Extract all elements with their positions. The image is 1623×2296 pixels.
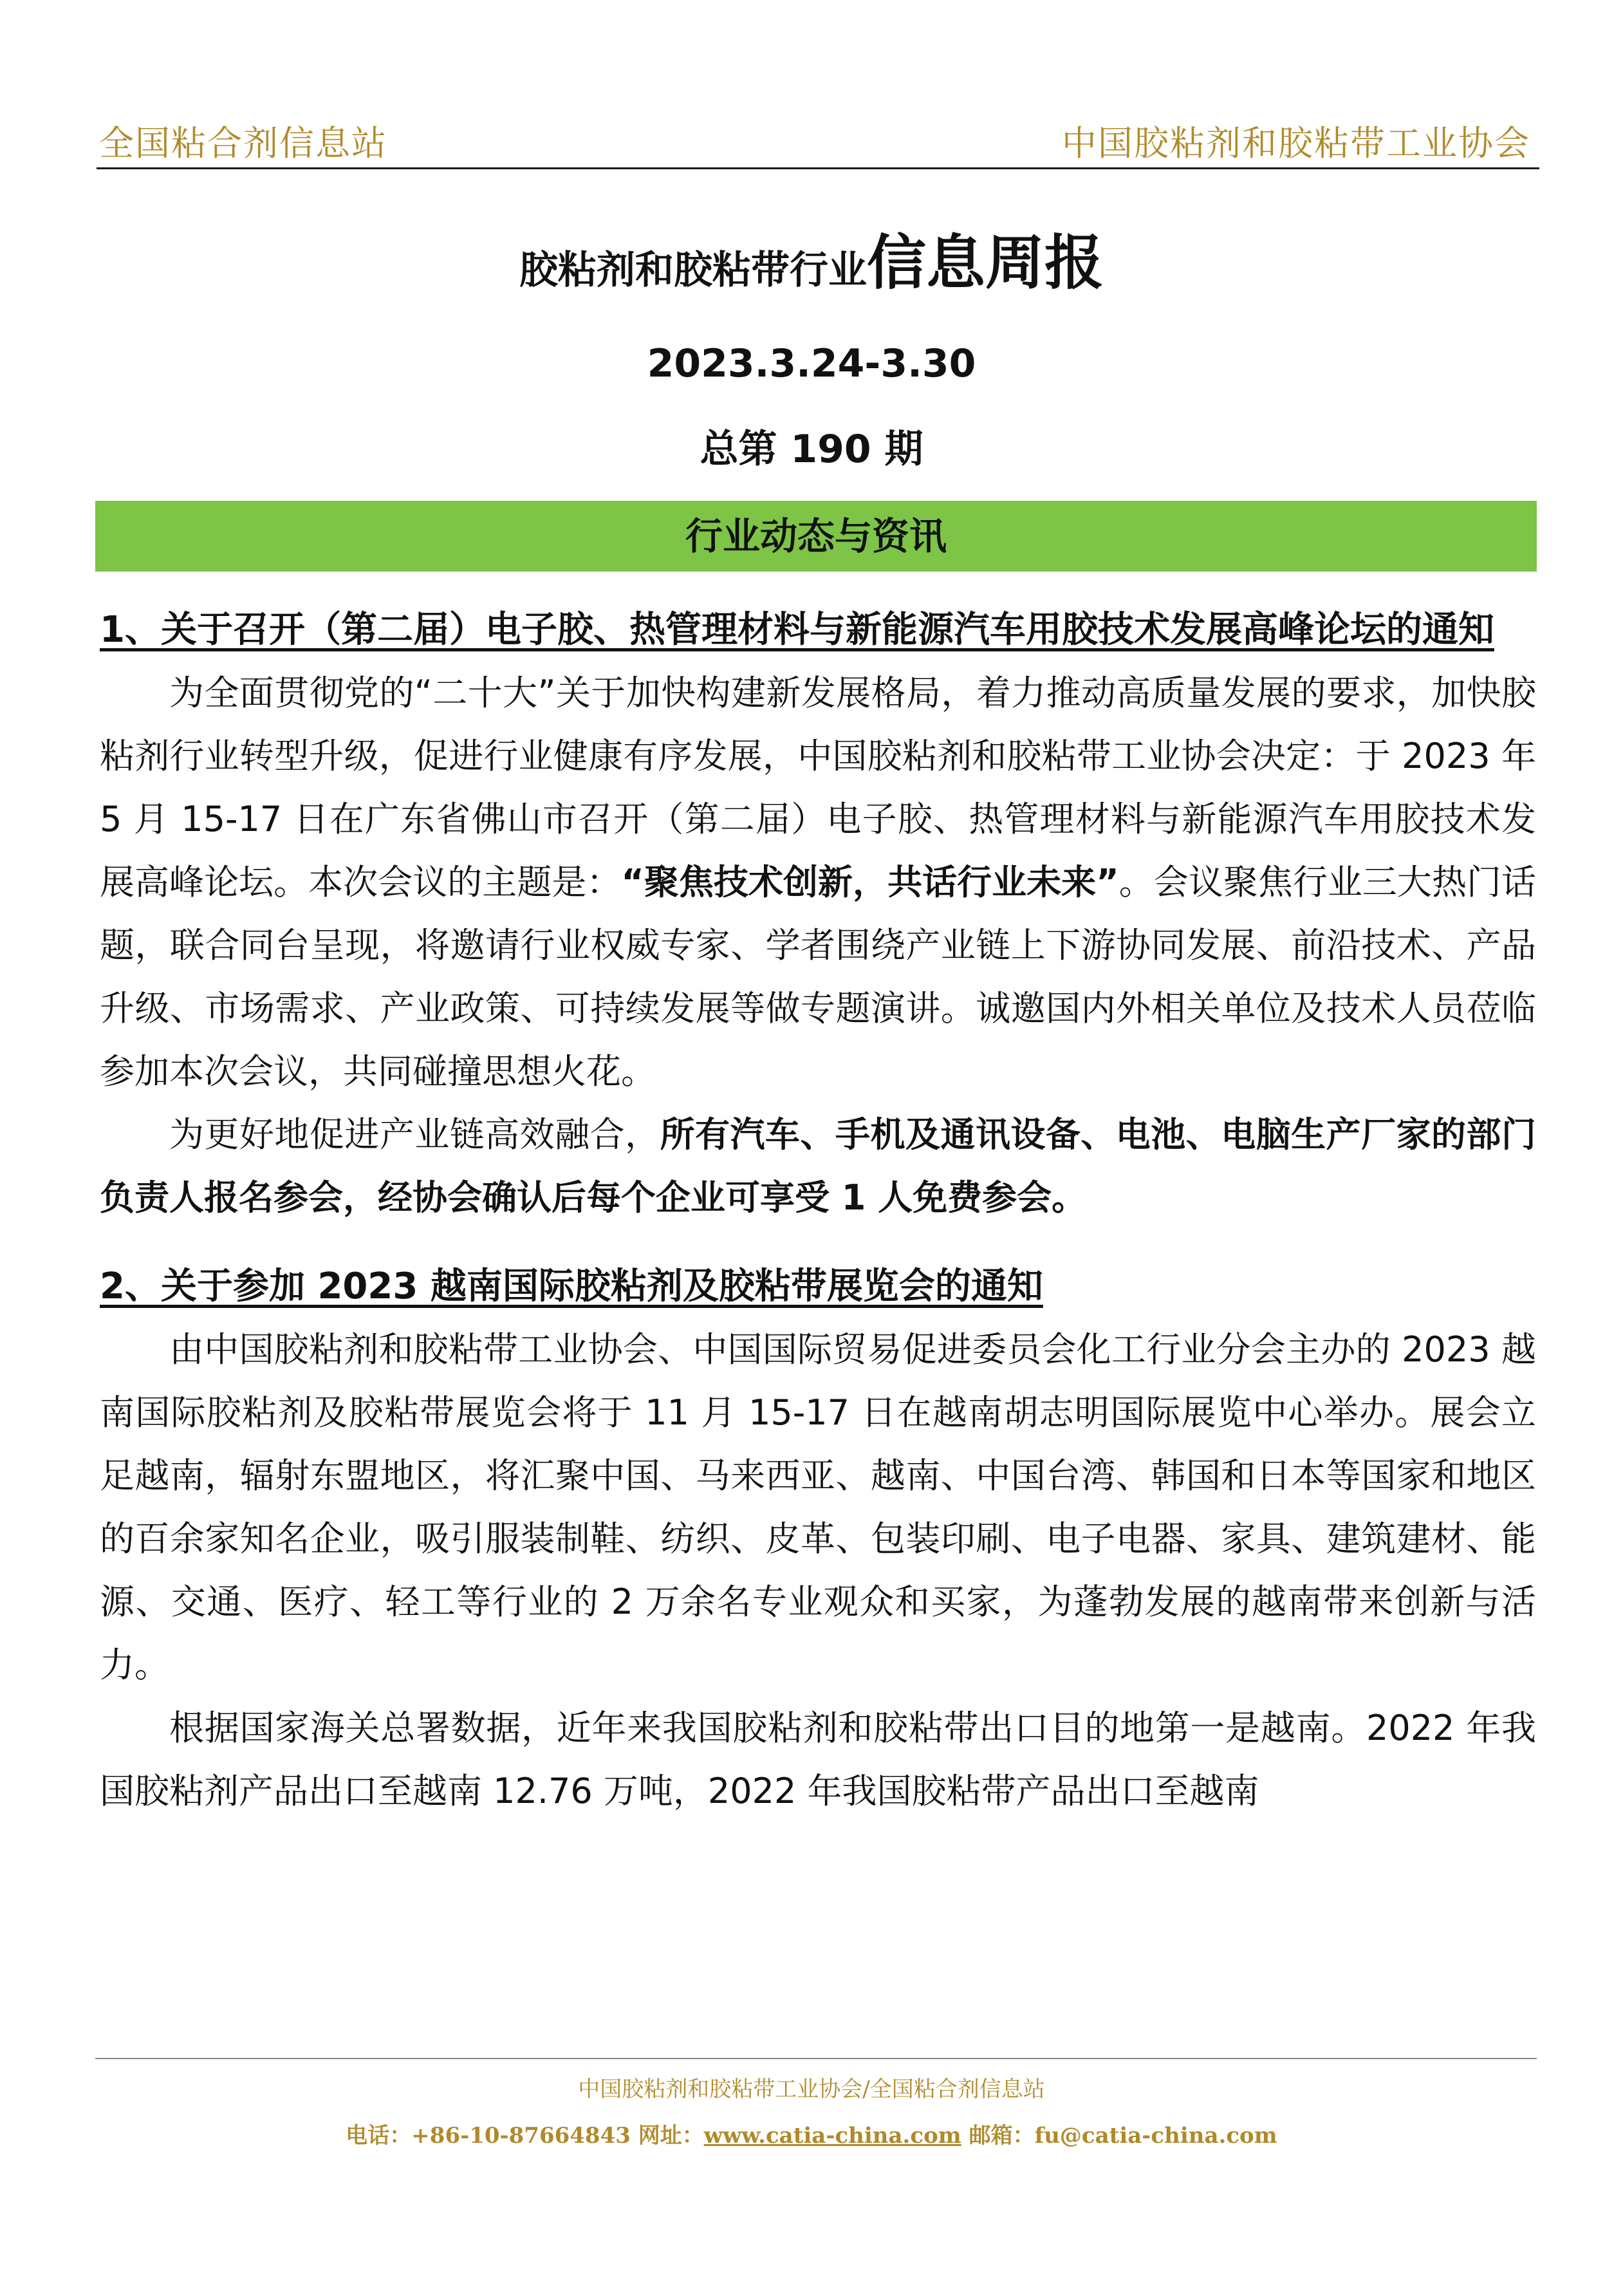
article2-heading[interactable]: 2、关于参加 2023 越南国际胶粘剂及胶粘带展览会的通知 (100, 1265, 1043, 1307)
footer-phone: 电话：+86-10-87664843 网址： (346, 2123, 704, 2149)
section-band: 行业动态与资讯 (95, 501, 1537, 572)
footer-org: 中国胶粘剂和胶粘带工业协会/全国粘合剂信息站 (578, 2077, 1045, 2102)
header-right-text: 中国胶粘剂和胶粘带工业协会 (1062, 123, 1530, 163)
date-range: 2023.3.24-3.30 (647, 341, 976, 386)
footer-email: 邮箱：fu@catia-china.com (961, 2123, 1277, 2149)
article1-heading[interactable]: 1、关于召开（第二届）电子胶、热管理材料与新能源汽车用胶技术发展高峰论坛的通知 (100, 609, 1494, 651)
free-offer-bold: 所有汽车、手机及通讯设备、电池、电脑生产厂家的部门负责人报名参会，经协会确认后每个企业可享受 1 人免费参会。 (100, 1114, 1537, 1218)
footer-contact (0, 2118, 1623, 2149)
issue-number: 总第 190 期 (700, 427, 923, 472)
footer-website-link[interactable]: www.catia-china.com (703, 2123, 961, 2149)
title-prefix: 胶粘剂和胶粘带行业 (519, 248, 867, 293)
theme-bold: “聚焦技术创新，共话行业未来” (621, 862, 1119, 902)
title-main: 信息周报 (866, 229, 1104, 297)
article1-paragraph-2: 为更好地促进产业链高效融合，所有汽车、手机及通讯设备、电池、电脑生产厂家的部门负责人报名参会，经协会确认后每个企业可享受 1 人免费参会。 (100, 1114, 1537, 1218)
footer-divider (95, 2058, 1537, 2059)
header-left-text: 全国粘合剂信息站 (99, 123, 387, 163)
running-header (97, 115, 1539, 169)
article-body (100, 599, 1536, 1823)
article2-paragraph-1: 由中国胶粘剂和胶粘带工业协会、中国国际贸易促进委员会化工行业分会主办的 2023 越南国际胶粘剂及胶粘带展览会将于 11 月 15-17 日在越南胡志明国际展览中心举办。展会立足越南，辐射东盟地区，将汇聚中国、马来西亚、越南、中国台湾、韩国和日本等国家和地区的百余家知名企业，吸引服装制鞋、纺织、皮革、包装印刷、电子电器、家具、建筑建材、能源、交通、医疗、轻工等行业的 2 万余名专业观众和买家，为蓬勃发展的越南带来创新与活力。 (100, 1329, 1536, 1685)
article2-paragraph-2: 根据国家海关总署数据，近年来我国胶粘剂和胶粘带出口目的地第一是越南。2022 年我国胶粘剂产品出口至越南 12.76 万吨，2022 年我国胶粘带产品出口至越南 (100, 1708, 1536, 1811)
page-title (0, 216, 1623, 301)
article1-paragraph-1: 为全面贯彻党的“二十大”关于加快构建新发展格局，着力推动高质量发展的要求，加快胶粘剂行业转型升级，促进行业健康有序发展，中国胶粘剂和胶粘带工业协会决定：于 2023 年 5 月 15-17 日在广东省佛山市召开（第二届）电子胶、热管理材料与新能源汽车用胶技术发展高峰论坛。本次会议的主题是：“聚焦技术创新，共话行业未来”。会议聚焦行业三大热门话题，联合同台呈现，将邀请行业权威专家、学者围绕产业链上下游协同发展、前沿技术、产品升级、市场需求、产业政策、可持续发展等做专题演讲。诚邀国内外相关单位及技术人员莅临参加本次会议，共同碰撞思想火花。 (100, 673, 1536, 1092)
